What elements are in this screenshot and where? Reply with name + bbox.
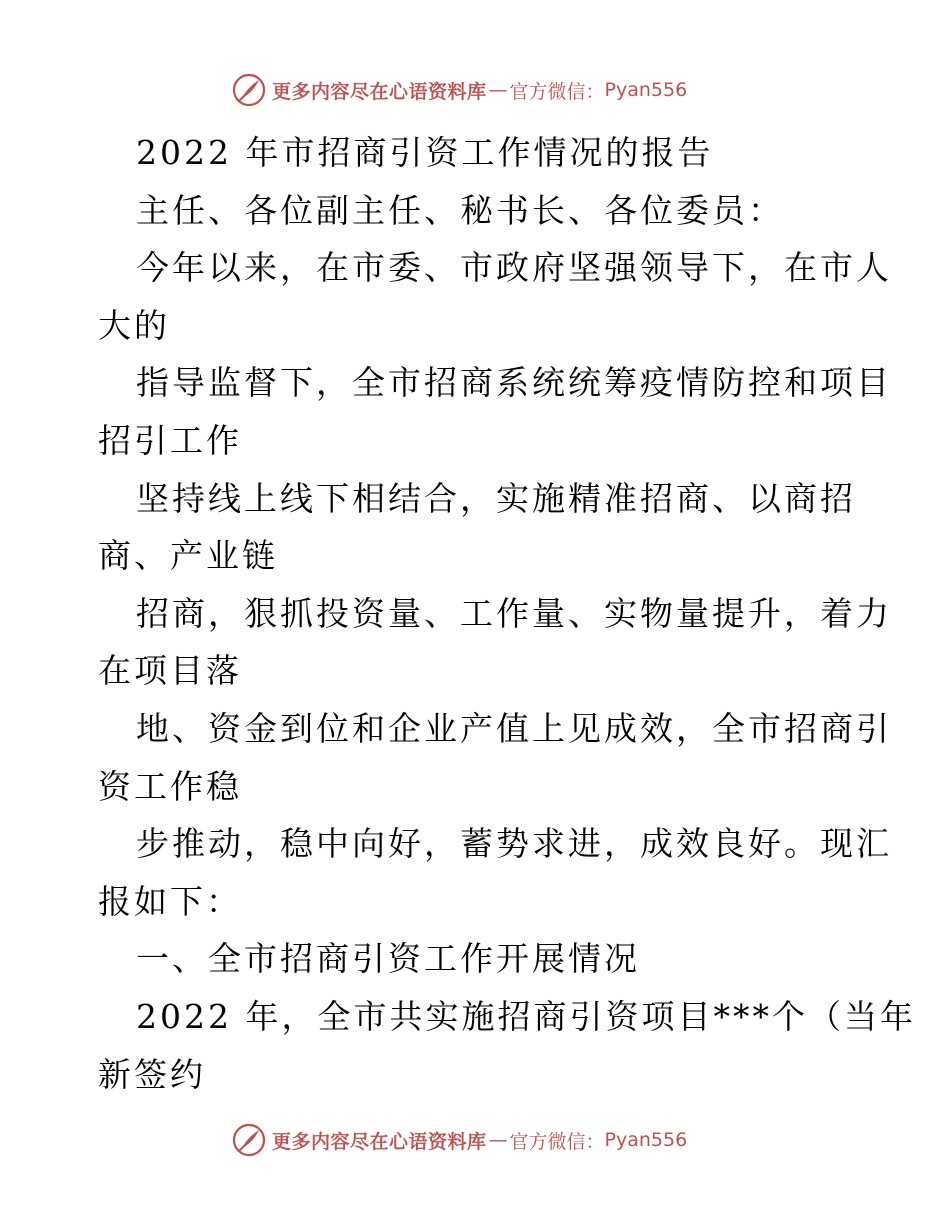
paragraph-line: 步推动，稳中向好，蓄势求进，成效良好。现汇: [136, 824, 892, 864]
footer-banner-text: 更多内容尽在心语资料库: [272, 1130, 487, 1153]
document-body: [98, 124, 916, 1103]
paragraph-line: 招引工作: [98, 420, 242, 460]
paragraph-line: 指导监督下，全市招商系统统筹疫情防控和项目: [136, 363, 892, 403]
paragraph-line: 报如下：: [98, 881, 242, 921]
paragraph-line: 资工作稳: [98, 766, 242, 806]
footer-banner-wechat-id: Pyan556: [604, 1129, 688, 1151]
quill-pen-logo-icon: [232, 73, 266, 107]
quill-pen-logo-icon: [232, 1123, 266, 1157]
paragraph-line: 2022 年，全市共实施招商引资项目***个（当年: [136, 996, 916, 1036]
paragraph-line: 新签约: [98, 1054, 206, 1094]
header-banner-separator: —: [488, 79, 508, 101]
footer-banner: [232, 1120, 687, 1160]
header-banner-text: 更多内容尽在心语资料库: [272, 80, 487, 103]
salutation: 主任、各位副主任、秘书长、各位委员：: [136, 190, 784, 230]
paragraph-line: 商、产业链: [98, 536, 278, 576]
paragraph-line: 大的: [98, 305, 170, 345]
section-heading: 一、全市招商引资工作开展情况: [136, 939, 640, 979]
paragraph-line: 今年以来，在市委、市政府坚强领导下，在市人: [136, 248, 892, 288]
footer-banner-separator: —: [488, 1129, 508, 1151]
header-banner-wechat-label: 官方微信：: [509, 80, 605, 103]
header-banner: [232, 70, 687, 110]
report-title: 2022 年市招商引资工作情况的报告: [136, 133, 714, 172]
paragraph-line: 地、资金到位和企业产值上见成效，全市招商引: [136, 708, 892, 748]
paragraph-line: 坚持线上线下相结合，实施精准招商、以商招: [136, 478, 856, 518]
footer-banner-wechat-label: 官方微信：: [509, 1130, 605, 1153]
paragraph-line: 招商，狠抓投资量、工作量、实物量提升，着力: [136, 593, 892, 633]
header-banner-wechat-id: Pyan556: [604, 79, 688, 101]
paragraph-line: 在项目落: [98, 651, 242, 691]
